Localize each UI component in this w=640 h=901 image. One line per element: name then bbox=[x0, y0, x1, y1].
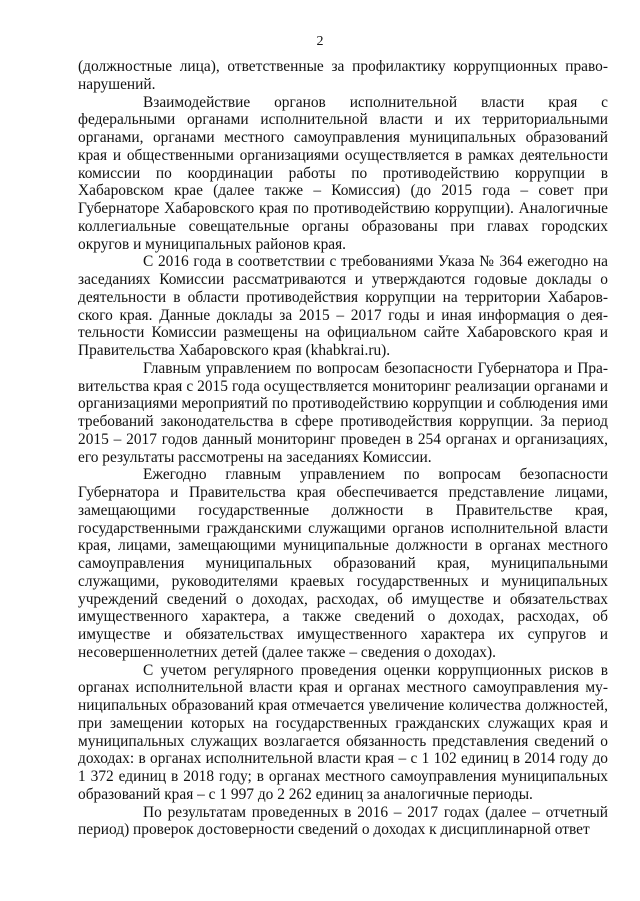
paragraph-income-declarations: Ежегодно главным управлением по вопросам безопасности Губернатора и Правительства края обеспечивается представление лицами, замещающими государственные должности в Правительстве края, государственными гражданскими служащими органов исполнительной власти края, лицами, замещающими муниципальные должности в органах местного самоуправления муниципальных образований края, муниципальными служащими, руководителями краевых государственных и муниципальных учреждений сведений о доходах, расходах, об имуществе и обязательствах имущественного характера, а также сведений о доходах, расходах, об имуществе и обязательствах имущественного характера их супругов и несовершеннолетних детей (далее также – сведения о доходах). bbox=[78, 466, 608, 661]
paragraph-annual-reports: С 2016 года в соответствии с требованиями Указа № 364 ежегодно на заседаниях Комиссии рассматриваются и утверждаются годовые доклады о деятельности в области противодействия коррупции на территории Хабаровского края. Данные доклады за 2015 – 2017 годы и иная информация о деятельности Комиссии размещены на официальном сайте Хабаровского края и Правительства Хабаровского края (khabkrai.ru). bbox=[78, 253, 608, 359]
body-text bbox=[78, 58, 608, 839]
paragraph-inspection-results: По результатам проведенных в 2016 – 2017 годах (далее – отчетный период) проверок достоверности сведений о доходах к дисциплинарной ответ bbox=[78, 803, 608, 839]
paragraph-monitoring: Главным управлением по вопросам безопасности Губернатора и Правительства края с 2015 года осуществляется мониторинг реализации органами и организациями мероприятий по противодействию коррупции и соблюдения ими требований законодательства в сфере противодействия коррупции. За период 2015 – 2017 годов данный мониторинг проведен в 254 органах и организациях, его результаты рассмотрены на заседаниях Комиссии. bbox=[78, 359, 608, 466]
page-number: 2 bbox=[316, 34, 324, 49]
paragraph-corruption-risks: С учетом регулярного проведения оценки коррупционных рисков в органах исполнительной власти края и органах местного самоуправления муниципальных образований края отмечается увеличение количества должностей, при замещении которых на государственных гражданских служащих края и муниципальных служащих возлагается обязанность представления сведений о доходах: в органах исполнительной власти края – с 1 102 единиц в 2014 году до 1 372 единиц в 2018 году; в органах местного самоуправления муниципальных образований края – с 1 997 до 2 262 единиц за аналогичные периоды. bbox=[78, 661, 608, 803]
paragraph-continuation: (должностные лица), ответственные за профилактику коррупционных правонарушений. bbox=[78, 58, 608, 93]
paragraph-interaction-bodies: Взаимодействие органов исполнительной власти края с федеральными органами исполнительной власти и их территориальными органами, органами местного самоуправления муниципальных образований края и общественными организациями осуществляется в рамках деятельности комиссии по координации работы по противодействию коррупции в Хабаровском крае (далее также – Комиссия) (до 2015 года – совет при Губернаторе Хабаровского края по противодействию коррупции). Аналогичные коллегиальные совещательные органы образованы при главах городских округов и муниципальных районов края. bbox=[78, 93, 608, 253]
